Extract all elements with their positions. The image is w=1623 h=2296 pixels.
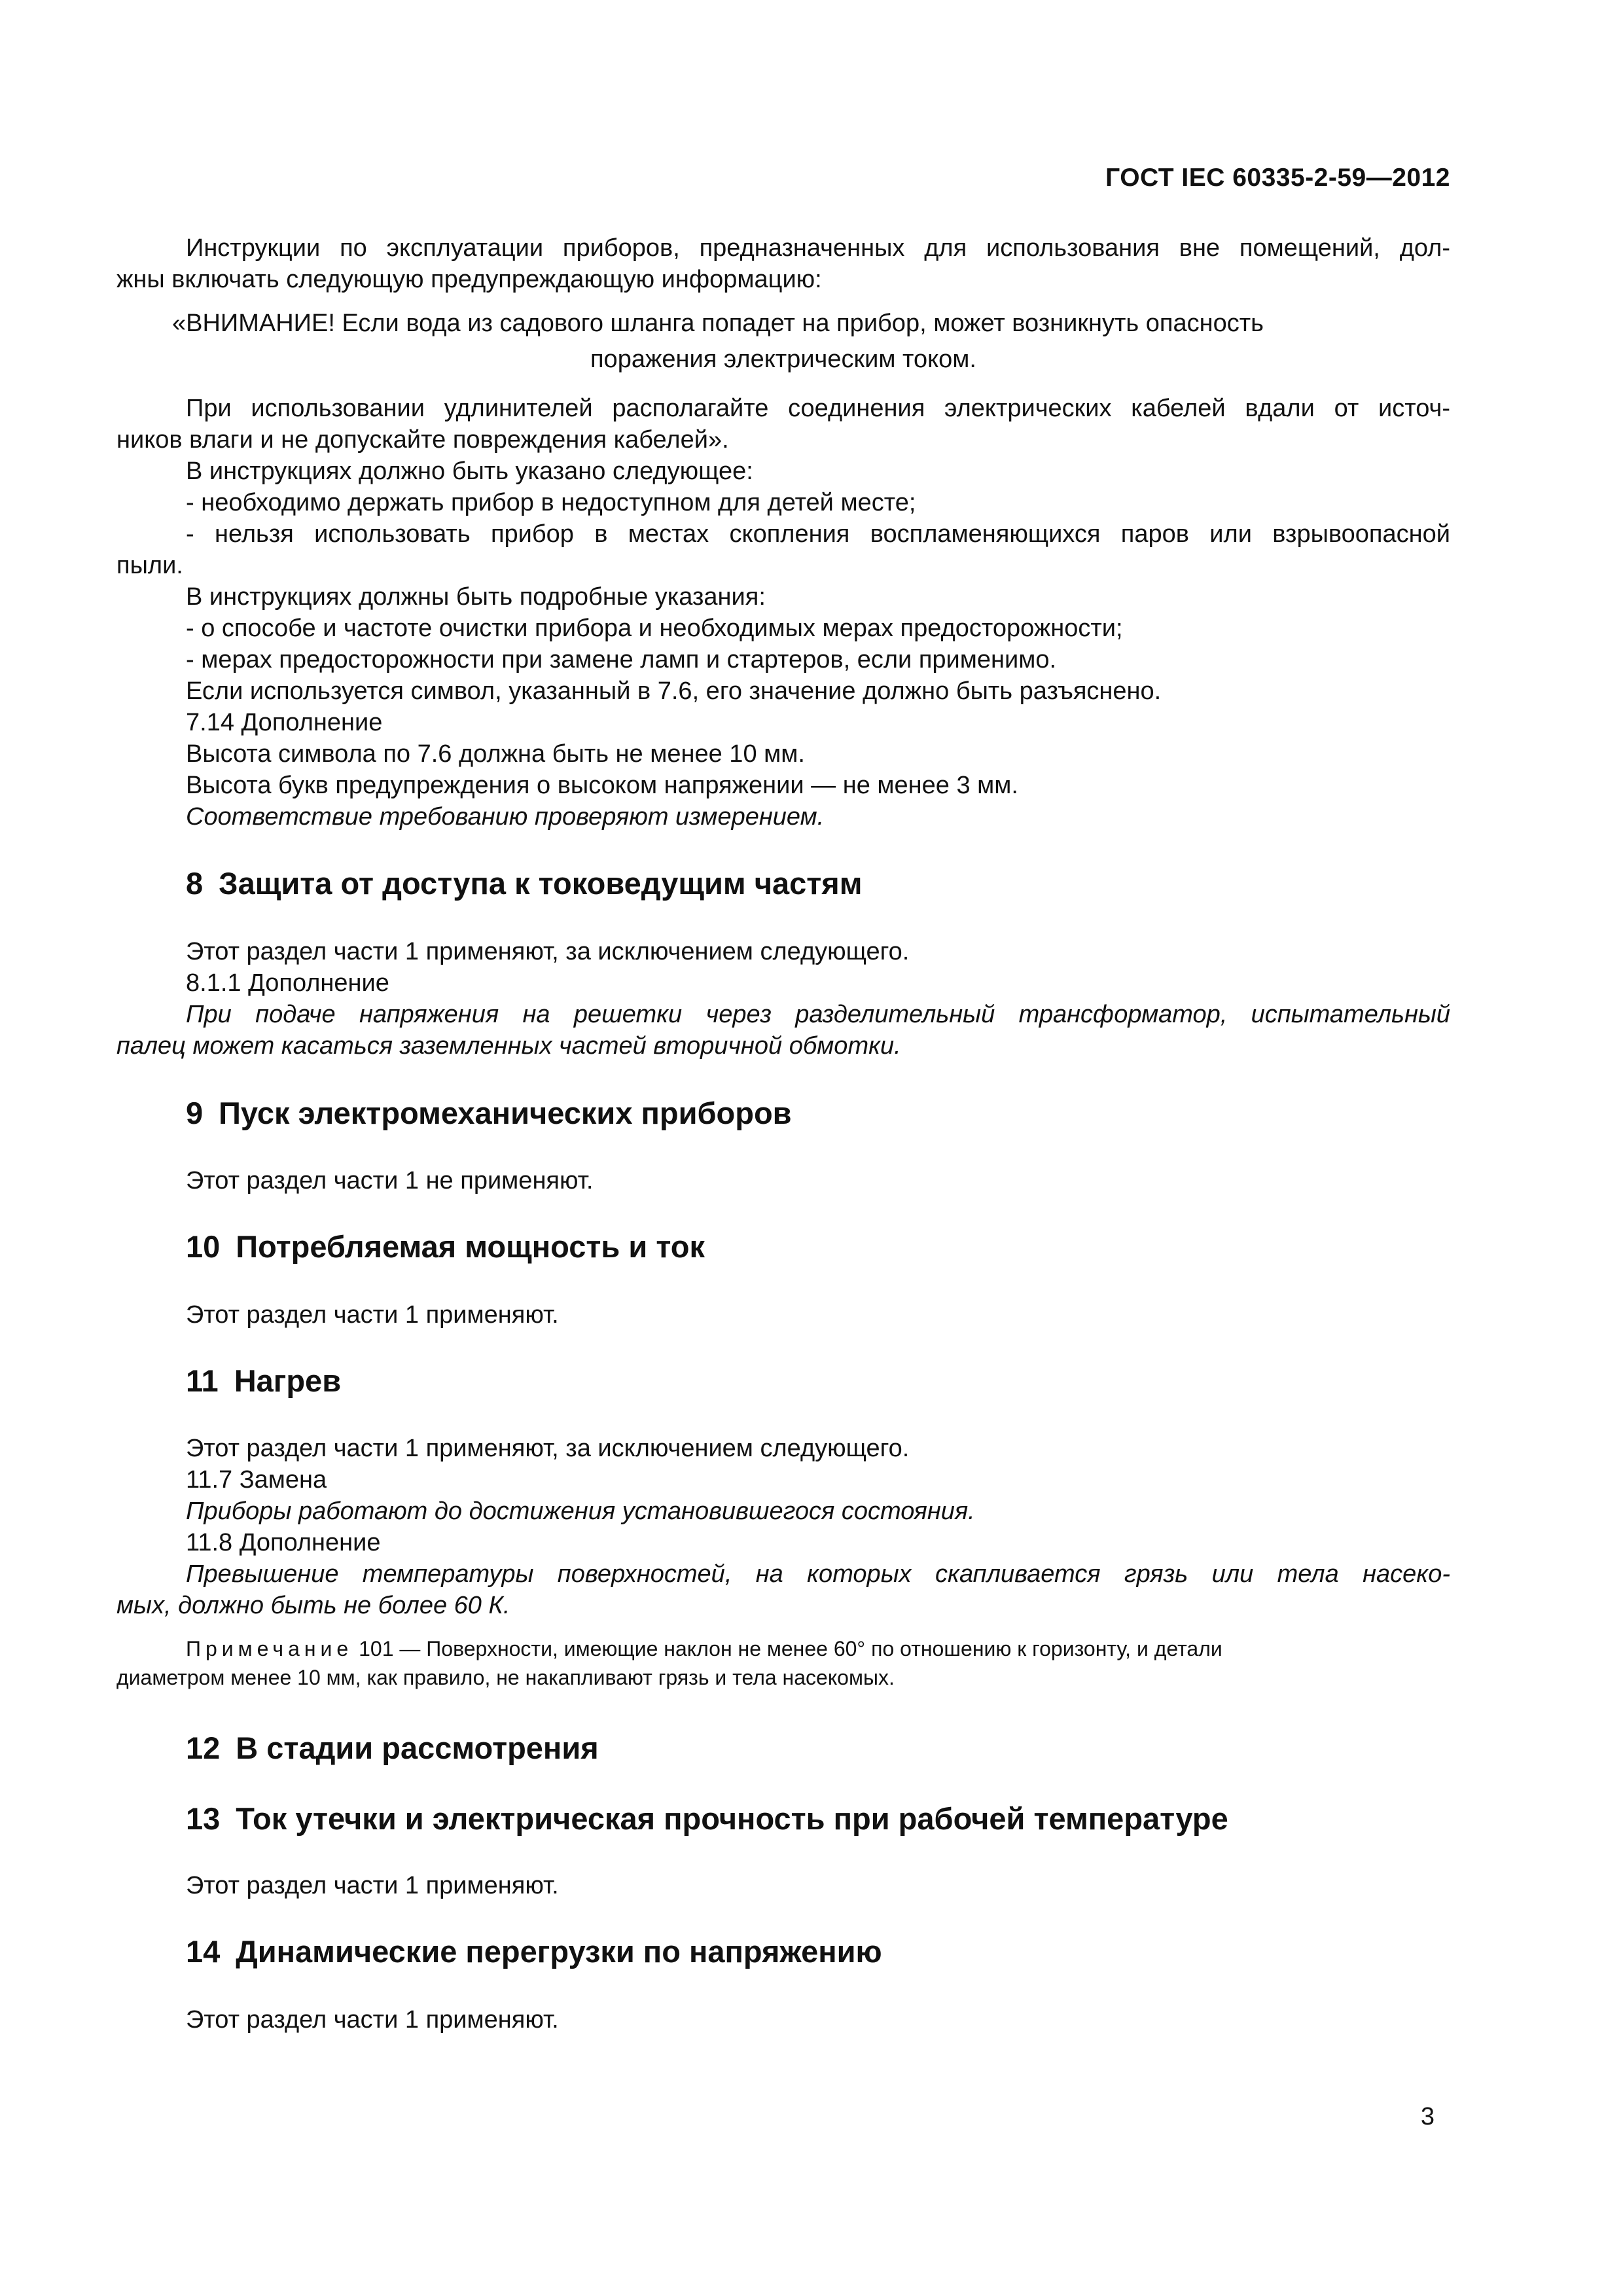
section-heading [186, 1229, 1450, 1265]
section-title: Нагрев [234, 1363, 342, 1398]
section-number: 14 [186, 1934, 221, 1969]
section-title: Пуск электромеханических приборов [219, 1096, 792, 1130]
note-line: диаметром менее 10 мм, как правило, не накапливают грязь и тела насекомых. [116, 1666, 895, 1689]
paragraph-line: Если используется символ, указанный в 7.6, его значение должно быть разъяснено. [186, 677, 1162, 705]
section-heading [186, 1363, 1450, 1399]
list-item: - мерах предосторожности при замене ламп и стартеров, если применимо. [186, 646, 1057, 673]
section-heading [186, 1095, 1450, 1131]
list-item: - нельзя использовать прибор в местах скопления воспламеняющихся паров или взрывоопасной [186, 520, 1450, 548]
section-number: 10 [186, 1229, 221, 1264]
italic-line: Превышение температуры поверхностей, на которых скапливается грязь или тела насеко- [186, 1560, 1450, 1588]
clause-heading: 11.8 Дополнение [186, 1529, 381, 1556]
paragraph-line: Высота символа по 7.6 должна быть не менее 10 мм. [186, 740, 805, 768]
compliance-line: Соответствие требованию проверяют измерением. [186, 803, 825, 831]
paragraph-line: При использовании удлинителей располагайте соединения электрических кабелей вдали от источ- [186, 395, 1450, 422]
paragraph-line: Этот раздел части 1 применяют. [186, 1301, 559, 1329]
page-number: 3 [1420, 2103, 1435, 2130]
clause-heading: 8.1.1 Дополнение [186, 969, 389, 997]
italic-line: Приборы работают до достижения установившегося состояния. [186, 1498, 975, 1525]
section-number: 8 [186, 866, 204, 901]
warning-line: «ВНИМАНИЕ! Если вода из садового шланга попадет на прибор, может возникнуть опасность [172, 310, 1264, 337]
section-title: Потребляемая мощность и ток [236, 1229, 705, 1264]
note-label: Примечание [186, 1637, 353, 1660]
standard-code-header: ГОСТ IEC 60335-2-59—2012 [1105, 164, 1450, 192]
paragraph-line: В инструкциях должны быть подробные указания: [186, 583, 766, 611]
paragraph-line: Этот раздел части 1 применяют, за исключением следующего. [186, 1435, 910, 1462]
note-line [186, 1635, 1450, 1662]
section-heading [186, 1933, 1450, 1969]
italic-line: мых, должно быть не более 60 К. [116, 1592, 510, 1619]
section-number: 12 [186, 1731, 221, 1765]
section-heading [186, 1801, 1450, 1837]
paragraph-line: Этот раздел части 1 не применяют. [186, 1167, 594, 1194]
paragraph-line: Этот раздел части 1 применяют. [186, 1872, 559, 1899]
section-heading [186, 865, 1450, 901]
section-title: Динамические перегрузки по напряжению [236, 1934, 882, 1969]
paragraph-line: ников влаги и не допускайте повреждения кабелей». [116, 426, 729, 454]
section-number: 9 [186, 1096, 204, 1130]
clause-heading: 7.14 Дополнение [186, 709, 383, 736]
section-number: 11 [186, 1363, 219, 1398]
warning-line: поражения электрическим током. [590, 346, 976, 373]
list-item: - необходимо держать прибор в недоступном для детей месте; [186, 489, 916, 516]
list-item: - о способе и частоте очистки прибора и необходимых мерах предосторожности; [186, 615, 1123, 642]
paragraph-line: Этот раздел части 1 применяют, за исключением следующего. [186, 938, 910, 965]
paragraph-line: Высота букв предупреждения о высоком напряжении — не менее 3 мм. [186, 772, 1018, 799]
section-title: Защита от доступа к токоведущим частям [219, 866, 863, 901]
section-title: В стадии рассмотрения [236, 1731, 599, 1765]
clause-heading: 11.7 Замена [186, 1466, 327, 1494]
section-heading [186, 1730, 1450, 1766]
list-item-continuation: пыли. [116, 552, 183, 579]
note-text: 101 — Поверхности, имеющие наклон не менее 60° по отношению к горизонту, и детали [353, 1637, 1222, 1660]
section-title: Ток утечки и электрическая прочность при рабочей температуре [236, 1801, 1228, 1836]
paragraph-line: Инструкции по эксплуатации приборов, предназначенных для использования вне помещений, дол- [186, 234, 1450, 262]
paragraph-line: жны включать следующую предупреждающую информацию: [116, 266, 822, 293]
paragraph-line: Этот раздел части 1 применяют. [186, 2006, 559, 2034]
paragraph-line: В инструкциях должно быть указано следующее: [186, 457, 753, 485]
italic-line: палец может касаться заземленных частей вторичной обмотки. [116, 1032, 901, 1060]
section-number: 13 [186, 1801, 221, 1836]
italic-line: При подаче напряжения на решетки через разделительный трансформатор, испытательный [186, 1001, 1450, 1028]
